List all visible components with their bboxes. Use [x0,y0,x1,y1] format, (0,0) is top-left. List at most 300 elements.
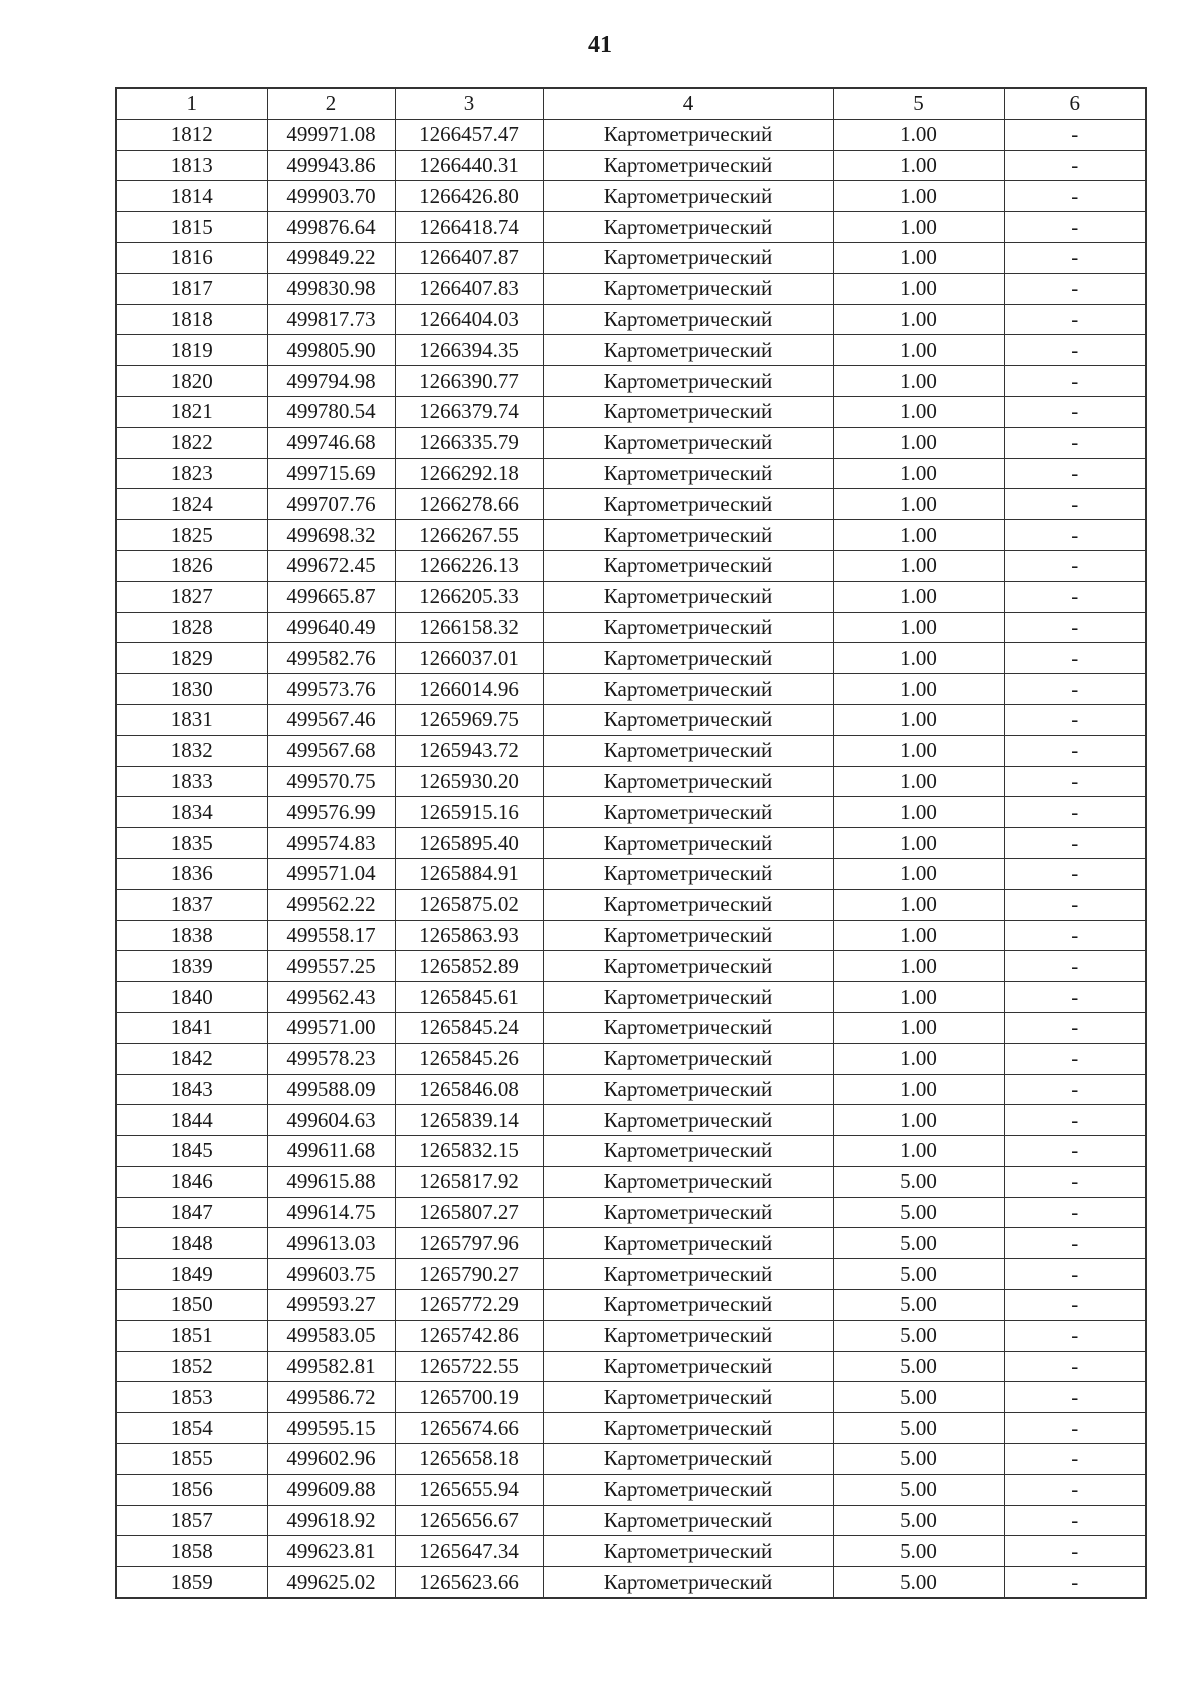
note-cell: - [1004,1043,1146,1074]
accuracy-cell: 1.00 [833,489,1004,520]
table-row [116,581,1146,612]
point-number-cell: 1815 [116,212,267,243]
point-number-cell: 1845 [116,1136,267,1167]
y-coordinate-cell: 1265943.72 [395,735,543,766]
table-row [116,982,1146,1013]
accuracy-cell: 5.00 [833,1290,1004,1321]
y-coordinate-cell: 1265647.34 [395,1536,543,1567]
note-cell: - [1004,1197,1146,1228]
table-row [116,1197,1146,1228]
note-cell: - [1004,1505,1146,1536]
table-row [116,704,1146,735]
x-coordinate-cell: 499571.00 [267,1012,395,1043]
point-number-cell: 1841 [116,1012,267,1043]
method-cell: Картометрический [543,1505,833,1536]
method-cell: Картометрический [543,1074,833,1105]
y-coordinate-cell: 1266014.96 [395,674,543,705]
accuracy-cell: 1.00 [833,242,1004,273]
point-number-cell: 1822 [116,427,267,458]
x-coordinate-cell: 499595.15 [267,1413,395,1444]
note-cell: - [1004,951,1146,982]
method-cell: Картометрический [543,982,833,1013]
point-number-cell: 1842 [116,1043,267,1074]
note-cell: - [1004,396,1146,427]
accuracy-cell: 1.00 [833,212,1004,243]
y-coordinate-cell: 1265790.27 [395,1259,543,1290]
accuracy-cell: 1.00 [833,828,1004,859]
note-cell: - [1004,1166,1146,1197]
accuracy-cell: 1.00 [833,889,1004,920]
x-coordinate-cell: 499615.88 [267,1166,395,1197]
x-coordinate-cell: 499582.81 [267,1351,395,1382]
method-cell: Картометрический [543,304,833,335]
note-cell: - [1004,427,1146,458]
method-cell: Картометрический [543,828,833,859]
table-row [116,1166,1146,1197]
point-number-cell: 1848 [116,1228,267,1259]
point-number-cell: 1817 [116,273,267,304]
method-cell: Картометрический [543,550,833,581]
point-number-cell: 1828 [116,612,267,643]
point-number-cell: 1832 [116,735,267,766]
method-cell: Картометрический [543,858,833,889]
note-cell: - [1004,828,1146,859]
note-cell: - [1004,366,1146,397]
table-row [116,1413,1146,1444]
y-coordinate-cell: 1265845.24 [395,1012,543,1043]
note-cell: - [1004,273,1146,304]
note-cell: - [1004,1444,1146,1475]
point-number-cell: 1837 [116,889,267,920]
y-coordinate-cell: 1265807.27 [395,1197,543,1228]
accuracy-cell: 5.00 [833,1320,1004,1351]
table-row [116,674,1146,705]
accuracy-cell: 1.00 [833,982,1004,1013]
point-number-cell: 1846 [116,1166,267,1197]
point-number-cell: 1858 [116,1536,267,1567]
table-row [116,181,1146,212]
accuracy-cell: 1.00 [833,581,1004,612]
table-row [116,1567,1146,1598]
note-cell: - [1004,1228,1146,1259]
column-header-3: 3 [395,88,543,119]
method-cell: Картометрический [543,150,833,181]
method-cell: Картометрический [543,920,833,951]
method-cell: Картометрический [543,951,833,982]
method-cell: Картометрический [543,735,833,766]
table-row [116,335,1146,366]
accuracy-cell: 1.00 [833,119,1004,150]
point-number-cell: 1838 [116,920,267,951]
page-number: 41 [588,32,612,58]
point-number-cell: 1843 [116,1074,267,1105]
point-number-cell: 1827 [116,581,267,612]
y-coordinate-cell: 1265969.75 [395,704,543,735]
accuracy-cell: 1.00 [833,704,1004,735]
point-number-cell: 1833 [116,766,267,797]
table-row [116,1320,1146,1351]
accuracy-cell: 1.00 [833,951,1004,982]
accuracy-cell: 1.00 [833,304,1004,335]
x-coordinate-cell: 499618.92 [267,1505,395,1536]
method-cell: Картометрический [543,766,833,797]
note-cell: - [1004,612,1146,643]
y-coordinate-cell: 1266335.79 [395,427,543,458]
y-coordinate-cell: 1266226.13 [395,550,543,581]
accuracy-cell: 1.00 [833,797,1004,828]
y-coordinate-cell: 1265817.92 [395,1166,543,1197]
y-coordinate-cell: 1266426.80 [395,181,543,212]
table-row [116,212,1146,243]
table-row [116,1136,1146,1167]
y-coordinate-cell: 1265674.66 [395,1413,543,1444]
accuracy-cell: 1.00 [833,1105,1004,1136]
accuracy-cell: 1.00 [833,674,1004,705]
y-coordinate-cell: 1265839.14 [395,1105,543,1136]
x-coordinate-cell: 499876.64 [267,212,395,243]
table-row [116,427,1146,458]
x-coordinate-cell: 499574.83 [267,828,395,859]
point-number-cell: 1856 [116,1474,267,1505]
method-cell: Картометрический [543,242,833,273]
table-row [116,396,1146,427]
method-cell: Картометрический [543,1197,833,1228]
y-coordinate-cell: 1265658.18 [395,1444,543,1475]
y-coordinate-cell: 1265845.26 [395,1043,543,1074]
method-cell: Картометрический [543,181,833,212]
y-coordinate-cell: 1266292.18 [395,458,543,489]
column-header-5: 5 [833,88,1004,119]
accuracy-cell: 1.00 [833,766,1004,797]
table-row [116,889,1146,920]
table-row [116,242,1146,273]
point-number-cell: 1836 [116,858,267,889]
y-coordinate-cell: 1265852.89 [395,951,543,982]
y-coordinate-cell: 1266205.33 [395,581,543,612]
note-cell: - [1004,858,1146,889]
point-number-cell: 1816 [116,242,267,273]
method-cell: Картометрический [543,335,833,366]
table-row [116,304,1146,335]
table-row [116,1444,1146,1475]
note-cell: - [1004,1474,1146,1505]
y-coordinate-cell: 1266394.35 [395,335,543,366]
point-number-cell: 1819 [116,335,267,366]
accuracy-cell: 1.00 [833,643,1004,674]
point-number-cell: 1825 [116,520,267,551]
column-header-4: 4 [543,88,833,119]
x-coordinate-cell: 499588.09 [267,1074,395,1105]
method-cell: Картометрический [543,1228,833,1259]
column-header-1: 1 [116,88,267,119]
accuracy-cell: 1.00 [833,396,1004,427]
y-coordinate-cell: 1265875.02 [395,889,543,920]
note-cell: - [1004,520,1146,551]
method-cell: Картометрический [543,674,833,705]
accuracy-cell: 1.00 [833,1136,1004,1167]
point-number-cell: 1849 [116,1259,267,1290]
table-row [116,1074,1146,1105]
table-row [116,1290,1146,1321]
y-coordinate-cell: 1266457.47 [395,119,543,150]
method-cell: Картометрический [543,1012,833,1043]
x-coordinate-cell: 499794.98 [267,366,395,397]
point-number-cell: 1814 [116,181,267,212]
x-coordinate-cell: 499602.96 [267,1444,395,1475]
accuracy-cell: 5.00 [833,1505,1004,1536]
accuracy-cell: 5.00 [833,1444,1004,1475]
y-coordinate-cell: 1266390.77 [395,366,543,397]
y-coordinate-cell: 1265895.40 [395,828,543,859]
accuracy-cell: 1.00 [833,1012,1004,1043]
method-cell: Картометрический [543,1474,833,1505]
x-coordinate-cell: 499567.68 [267,735,395,766]
note-cell: - [1004,304,1146,335]
x-coordinate-cell: 499567.46 [267,704,395,735]
method-cell: Картометрический [543,366,833,397]
point-number-cell: 1857 [116,1505,267,1536]
table-body [116,119,1146,1598]
x-coordinate-cell: 499943.86 [267,150,395,181]
method-cell: Картометрический [543,396,833,427]
point-number-cell: 1855 [116,1444,267,1475]
y-coordinate-cell: 1266418.74 [395,212,543,243]
y-coordinate-cell: 1265863.93 [395,920,543,951]
table-row [116,150,1146,181]
accuracy-cell: 5.00 [833,1536,1004,1567]
table-row [116,1105,1146,1136]
y-coordinate-cell: 1265623.66 [395,1567,543,1598]
accuracy-cell: 5.00 [833,1259,1004,1290]
x-coordinate-cell: 499746.68 [267,427,395,458]
note-cell: - [1004,643,1146,674]
table-row [116,1382,1146,1413]
method-cell: Картометрический [543,1166,833,1197]
accuracy-cell: 1.00 [833,335,1004,366]
table-row [116,766,1146,797]
method-cell: Картометрический [543,704,833,735]
x-coordinate-cell: 499625.02 [267,1567,395,1598]
method-cell: Картометрический [543,1136,833,1167]
note-cell: - [1004,242,1146,273]
x-coordinate-cell: 499583.05 [267,1320,395,1351]
x-coordinate-cell: 499698.32 [267,520,395,551]
point-number-cell: 1830 [116,674,267,705]
note-cell: - [1004,458,1146,489]
point-number-cell: 1859 [116,1567,267,1598]
table-row [116,858,1146,889]
y-coordinate-cell: 1266440.31 [395,150,543,181]
accuracy-cell: 1.00 [833,366,1004,397]
x-coordinate-cell: 499603.75 [267,1259,395,1290]
accuracy-cell: 1.00 [833,520,1004,551]
y-coordinate-cell: 1265797.96 [395,1228,543,1259]
table-row [116,520,1146,551]
x-coordinate-cell: 499623.81 [267,1536,395,1567]
note-cell: - [1004,1105,1146,1136]
x-coordinate-cell: 499971.08 [267,119,395,150]
column-header-6: 6 [1004,88,1146,119]
note-cell: - [1004,889,1146,920]
y-coordinate-cell: 1265845.61 [395,982,543,1013]
method-cell: Картометрический [543,1259,833,1290]
x-coordinate-cell: 499707.76 [267,489,395,520]
accuracy-cell: 1.00 [833,550,1004,581]
y-coordinate-cell: 1266379.74 [395,396,543,427]
note-cell: - [1004,1320,1146,1351]
point-number-cell: 1844 [116,1105,267,1136]
method-cell: Картометрический [543,1351,833,1382]
table-row [116,458,1146,489]
point-number-cell: 1835 [116,828,267,859]
accuracy-cell: 1.00 [833,273,1004,304]
table-row [116,612,1146,643]
table-row [116,1536,1146,1567]
x-coordinate-cell: 499576.99 [267,797,395,828]
note-cell: - [1004,1351,1146,1382]
point-number-cell: 1829 [116,643,267,674]
point-number-cell: 1826 [116,550,267,581]
y-coordinate-cell: 1265884.91 [395,858,543,889]
accuracy-cell: 5.00 [833,1197,1004,1228]
accuracy-cell: 1.00 [833,181,1004,212]
note-cell: - [1004,766,1146,797]
table-row [116,1043,1146,1074]
accuracy-cell: 5.00 [833,1228,1004,1259]
note-cell: - [1004,704,1146,735]
note-cell: - [1004,1567,1146,1598]
method-cell: Картометрический [543,1290,833,1321]
x-coordinate-cell: 499817.73 [267,304,395,335]
accuracy-cell: 5.00 [833,1351,1004,1382]
point-number-cell: 1834 [116,797,267,828]
point-number-cell: 1824 [116,489,267,520]
x-coordinate-cell: 499562.43 [267,982,395,1013]
note-cell: - [1004,1074,1146,1105]
point-number-cell: 1820 [116,366,267,397]
note-cell: - [1004,982,1146,1013]
x-coordinate-cell: 499558.17 [267,920,395,951]
y-coordinate-cell: 1266407.87 [395,242,543,273]
method-cell: Картометрический [543,1413,833,1444]
method-cell: Картометрический [543,119,833,150]
table-header-row [116,88,1146,119]
y-coordinate-cell: 1265772.29 [395,1290,543,1321]
x-coordinate-cell: 499715.69 [267,458,395,489]
table-row [116,643,1146,674]
table-row [116,1259,1146,1290]
note-cell: - [1004,797,1146,828]
x-coordinate-cell: 499604.63 [267,1105,395,1136]
y-coordinate-cell: 1266404.03 [395,304,543,335]
x-coordinate-cell: 499805.90 [267,335,395,366]
point-number-cell: 1813 [116,150,267,181]
y-coordinate-cell: 1265655.94 [395,1474,543,1505]
accuracy-cell: 1.00 [833,458,1004,489]
note-cell: - [1004,1382,1146,1413]
x-coordinate-cell: 499672.45 [267,550,395,581]
accuracy-cell: 5.00 [833,1567,1004,1598]
note-cell: - [1004,1290,1146,1321]
y-coordinate-cell: 1265832.15 [395,1136,543,1167]
table-row [116,1012,1146,1043]
method-cell: Картометрический [543,643,833,674]
method-cell: Картометрический [543,1567,833,1598]
table-row [116,1228,1146,1259]
accuracy-cell: 5.00 [833,1474,1004,1505]
accuracy-cell: 1.00 [833,920,1004,951]
x-coordinate-cell: 499586.72 [267,1382,395,1413]
method-cell: Картометрический [543,458,833,489]
note-cell: - [1004,489,1146,520]
coordinates-table [115,87,1147,1599]
table-row [116,828,1146,859]
column-header-2: 2 [267,88,395,119]
point-number-cell: 1821 [116,396,267,427]
note-cell: - [1004,181,1146,212]
note-cell: - [1004,212,1146,243]
method-cell: Картометрический [543,427,833,458]
x-coordinate-cell: 499593.27 [267,1290,395,1321]
point-number-cell: 1850 [116,1290,267,1321]
note-cell: - [1004,735,1146,766]
method-cell: Картометрический [543,581,833,612]
point-number-cell: 1851 [116,1320,267,1351]
note-cell: - [1004,1536,1146,1567]
x-coordinate-cell: 499665.87 [267,581,395,612]
note-cell: - [1004,550,1146,581]
x-coordinate-cell: 499613.03 [267,1228,395,1259]
x-coordinate-cell: 499609.88 [267,1474,395,1505]
table-row [116,1351,1146,1382]
y-coordinate-cell: 1265846.08 [395,1074,543,1105]
note-cell: - [1004,335,1146,366]
table-row [116,273,1146,304]
x-coordinate-cell: 499780.54 [267,396,395,427]
method-cell: Картометрический [543,612,833,643]
x-coordinate-cell: 499903.70 [267,181,395,212]
x-coordinate-cell: 499830.98 [267,273,395,304]
note-cell: - [1004,119,1146,150]
y-coordinate-cell: 1266278.66 [395,489,543,520]
method-cell: Картометрический [543,797,833,828]
accuracy-cell: 1.00 [833,427,1004,458]
method-cell: Картометрический [543,1043,833,1074]
point-number-cell: 1840 [116,982,267,1013]
y-coordinate-cell: 1266158.32 [395,612,543,643]
accuracy-cell: 1.00 [833,1043,1004,1074]
y-coordinate-cell: 1266037.01 [395,643,543,674]
table-row [116,550,1146,581]
method-cell: Картометрический [543,520,833,551]
accuracy-cell: 5.00 [833,1382,1004,1413]
method-cell: Картометрический [543,1320,833,1351]
method-cell: Картометрический [543,489,833,520]
table-row [116,1474,1146,1505]
method-cell: Картометрический [543,1536,833,1567]
x-coordinate-cell: 499640.49 [267,612,395,643]
point-number-cell: 1839 [116,951,267,982]
point-number-cell: 1823 [116,458,267,489]
y-coordinate-cell: 1265656.67 [395,1505,543,1536]
y-coordinate-cell: 1265722.55 [395,1351,543,1382]
y-coordinate-cell: 1265700.19 [395,1382,543,1413]
accuracy-cell: 1.00 [833,735,1004,766]
y-coordinate-cell: 1265915.16 [395,797,543,828]
y-coordinate-cell: 1266407.83 [395,273,543,304]
accuracy-cell: 1.00 [833,612,1004,643]
point-number-cell: 1854 [116,1413,267,1444]
